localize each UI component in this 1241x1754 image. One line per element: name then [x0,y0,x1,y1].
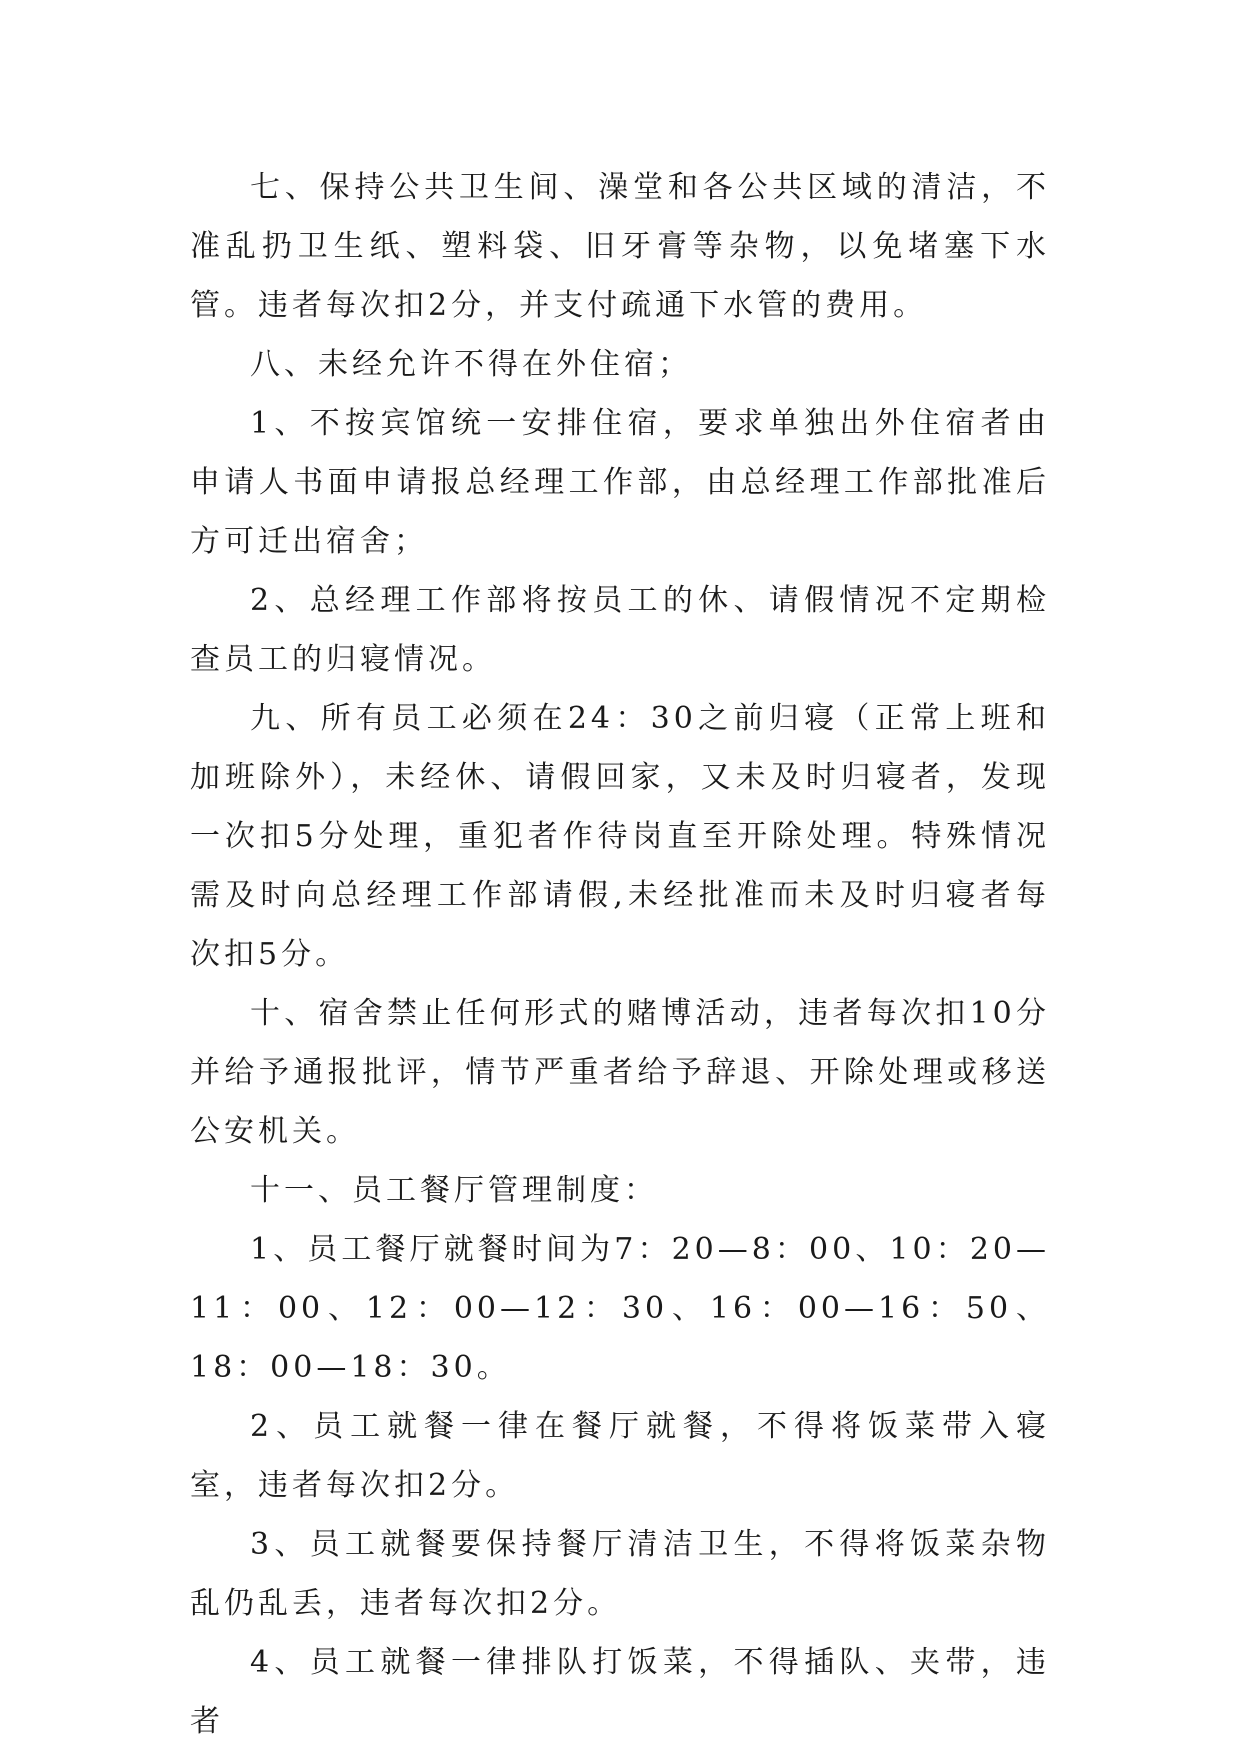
document-body [190,158,1050,1751]
paragraph-11-3: 3、员工就餐要保持餐厅清洁卫生，不得将饭菜杂物乱仍乱丢，违者每次扣2分。 [190,1527,1050,1621]
paragraph-8-1: 1、不按宾馆统一安排住宿，要求单独出外住宿者由申请人书面申请报总经理工作部，由总经理工作部批准后方可迁出宿舍； [190,406,1050,559]
paragraph-10: 十、宿舍禁止任何形式的赌博活动，违者每次扣10分并给予通报批评，情节严重者给予辞退、开除处理或移送公安机关。 [190,996,1050,1149]
paragraph-9: 九、所有员工必须在24：30之前归寝（正常上班和加班除外），未经休、请假回家，又未及时归寝者，发现一次扣5分处理，重犯者作待岗直至开除处理。特殊情况需及时向总经理工作部请假,未经批准而未及时归寝者每次扣5分。 [190,701,1050,972]
paragraph-8: 八、未经允许不得在外住宿； [250,347,692,382]
paragraph-8-2: 2、总经理工作部将按员工的休、请假情况不定期检查员工的归寝情况。 [190,583,1050,677]
paragraph-11: 十一、员工餐厅管理制度： [250,1173,658,1208]
paragraph-7: 七、保持公共卫生间、澡堂和各公共区域的清洁，不准乱扔卫生纸、塑料袋、旧牙膏等杂物，以免堵塞下水管。违者每次扣2分，并支付疏通下水管的费用。 [190,170,1050,323]
paragraph-11-2: 2、员工就餐一律在餐厅就餐，不得将饭菜带入寝室，违者每次扣2分。 [190,1409,1050,1503]
paragraph-11-1: 1、员工餐厅就餐时间为7：20—8：00、10：20—11：00、12：00—12：30、16：00—16：50、18：00—18：30。 [190,1232,1050,1385]
paragraph-11-4: 4、员工就餐一律排队打饭菜，不得插队、夹带，违者 [190,1645,1050,1739]
